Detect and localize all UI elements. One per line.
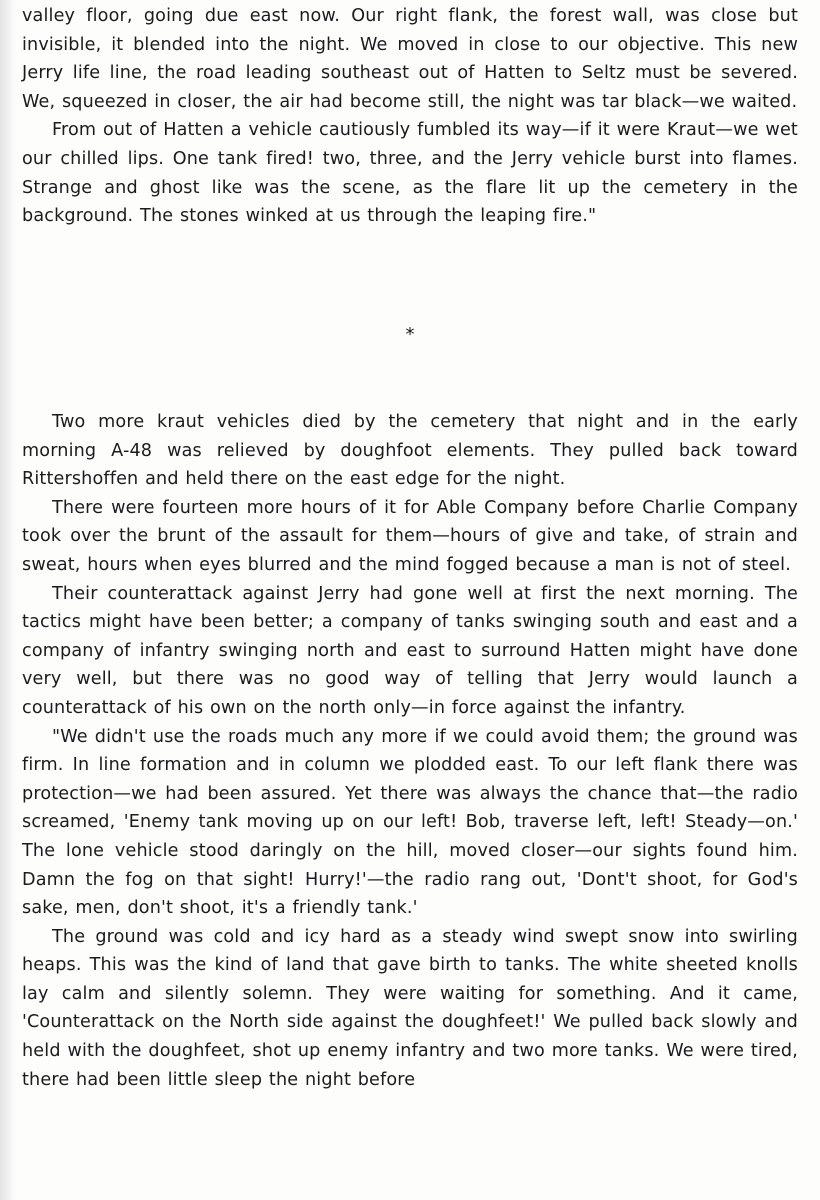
paragraph-kraut-vehicles: Two more kraut vehicles died by the cemetery that night and in the early morning A-48 was relieved by doughfoot elements. They pulled back toward Rittershoffen and held there on the east edge for the night.: [22, 412, 798, 490]
paragraph-cold-ground: The ground was cold and icy hard as a steady wind swept snow into swirling heaps. This was the kind of land that gave birth to tanks. The white sheeted knolls lay calm and silently solemn. They were waiting for something. And it came, 'Counterattack on the North side against the doughfeet!' We pulled back slowly and held with the doughfeet, shot up enemy infantry and two more tanks. We were tired, there had been little sleep the night before: [22, 926, 798, 1090]
paragraph-vehicle-flames: From out of Hatten a vehicle cautiously fumbled its way—if it were Kraut—we wet our chilled lips. One tank fired! two, three, and the Jerry vehicle burst into flames. Strange and ghost like was the scene, as the flare lit up the cemetery in the background. The stones winked at us through the leaping fire.": [22, 120, 798, 227]
paragraph-counterattack: Their counterattack against Jerry had gone well at first the next morning. The tactics might have been better; a company of tanks swinging south and east and a company of infantry swinging north and east to surround Hatten might have done very well, but there was no good way of telling that Jerry would launch a counterattack of his own on the north only—in force against the infantry.: [22, 583, 798, 718]
section-separator-asterisk: *: [405, 324, 415, 345]
paragraph-radio-quote: "We didn't use the roads much any more if we could avoid them; the ground was firm. In line formation and in column we plodded east. To our left flank there was protection—we had been assured. Yet there was always the chance that—the radio screamed, 'Enemy tank moving up on our left! Bob, traverse left, left! Steady—on.' The lone vehicle stood daringly on the hill, moved closer—our sights found him. Damn the fog on that sight! Hurry!'—the radio rang out, 'Dont't shoot, for God's sake, men, don't shoot, it's a friendly tank.': [22, 726, 798, 919]
text-block-lower: [22, 408, 798, 1094]
paragraph-fourteen-hours: There were fourteen more hours of it for Able Company before Charlie Company took over the brunt of the assault for them—hours of give and take, of strain and sweat, hours when eyes blurred and the mind fogged because a man is not of steel.: [22, 497, 798, 575]
scan-shadow-edge: [0, 0, 16, 1200]
text-block-upper: [22, 2, 798, 231]
paragraph-continuation: valley floor, going due east now. Our right flank, the forest wall, was close but invisible, it blended into the night. We moved in close to our objective. This new Jerry life line, the road leading southeast out of Hatten to Seltz must be severed. We, squeezed in closer, the air had become still, the night was tar black—we waited.: [22, 6, 798, 112]
